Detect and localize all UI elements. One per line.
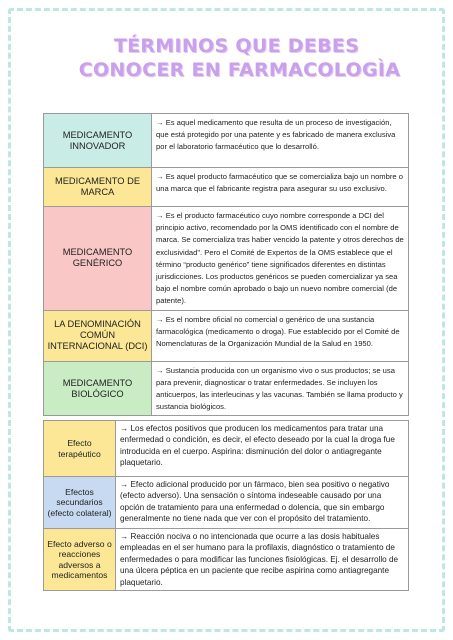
definition-cell: → Es el nombre oficial no comercial o genérico de una sustancia farmacológica (medicamento o droga). Fue establecido por el Comité de Nomenclaturas de la Organización Mundial de la Salud en 1950. <box>152 310 409 361</box>
term-cell: Efectos secundarios (efecto colateral) <box>44 477 116 529</box>
term-cell: LA DENOMINACIÓN COMÚN INTERNACIONAL (DCI) <box>44 310 152 361</box>
table-row <box>44 207 409 311</box>
title-line-2: CONOCER EN FARMACOLOGÌA <box>78 59 401 81</box>
definition-cell: → Es aquel medicamento que resulta de un proceso de investigación, que está protegido por una patente y es fabricado de manera exclusiva por el laboratorio farmacéutico que lo desarrolló. <box>152 114 409 168</box>
title-line-1: TÉRMINOS QUE DEBES <box>113 35 360 57</box>
drug-effects-table <box>43 420 409 591</box>
table-row <box>44 310 409 361</box>
page-title <box>0 34 453 82</box>
table-row <box>44 114 409 168</box>
term-cell: MEDICAMENTO GENÉRICO <box>44 207 152 311</box>
definition-cell: → Los efectos positivos que producen los medicamentos para tratar una enfermedad o condición, es decir, el efecto deseado por la cual la droga fue introducida en el cuerpo. Aspirina: disminución del dolor o antiagregante plaquetario. <box>116 421 409 477</box>
definition-cell: → Es aquel producto farmacéutico que se comercializa bajo un nombre o una marca que el fabricante registra para asegurar su uso exclusivo. <box>152 168 409 207</box>
definition-cell: → Sustancia producida con un organismo vivo o sus productos; se usa para prevenir, diagnosticar o tratar enfermedades. Se incluyen los anticuerpos, las interleucinas y las vacunas. También se llama producto y sustancia biológicos. <box>152 361 409 416</box>
term-cell: MEDICAMENTO INNOVADOR <box>44 114 152 168</box>
table-row <box>44 421 409 477</box>
drug-types-table <box>43 113 409 416</box>
term-cell: Efecto adverso o reacciones adversos a medicamentos <box>44 529 116 591</box>
term-cell: Efecto terapéutico <box>44 421 116 477</box>
table-row <box>44 477 409 529</box>
definition-cell: → Efecto adicional producido por un fármaco, bien sea positivo o negativo (efecto adverso). Una sensación o síntoma indeseable causado por una opción de tratamiento para una enfermedad o dolencia, que sin embargo generalmente no tiene nada que ver con el propósito del tratamiento. <box>116 477 409 529</box>
table-row <box>44 529 409 591</box>
term-cell: MEDICAMENTO BIOLÓGICO <box>44 361 152 416</box>
definition-cell: → Reacción nociva o no intencionada que ocurre a las dosis habituales empleadas en el ser humano para la profilaxis, diagnóstico o tratamiento de enfermedades o para modificar las funciones fisiológicas. Ej. el desarrollo de una úlcera péptica en un paciente que recibe aspirina como antiagregante plaquetario. <box>116 529 409 591</box>
term-cell: MEDICAMENTO DE MARCA <box>44 168 152 207</box>
table-row <box>44 168 409 207</box>
table-row <box>44 361 409 416</box>
definition-cell: → Es el producto farmacéutico cuyo nombre corresponde a DCI del principio activo, recomendado por la OMS identificado con el nombre de marca. Se comercializa tras haber vencido la patente y otros derechos de exclusividad". Pero el Comité de Expertos de la OMS establece que el término “producto genérico” tiene significados diferentes en distintas jurisdicciones. Los productos genéricos se pueden comercializar ya sea bajo el nombre común aprobado o bajo un nuevo nombre comercial (de patente). <box>152 207 409 311</box>
